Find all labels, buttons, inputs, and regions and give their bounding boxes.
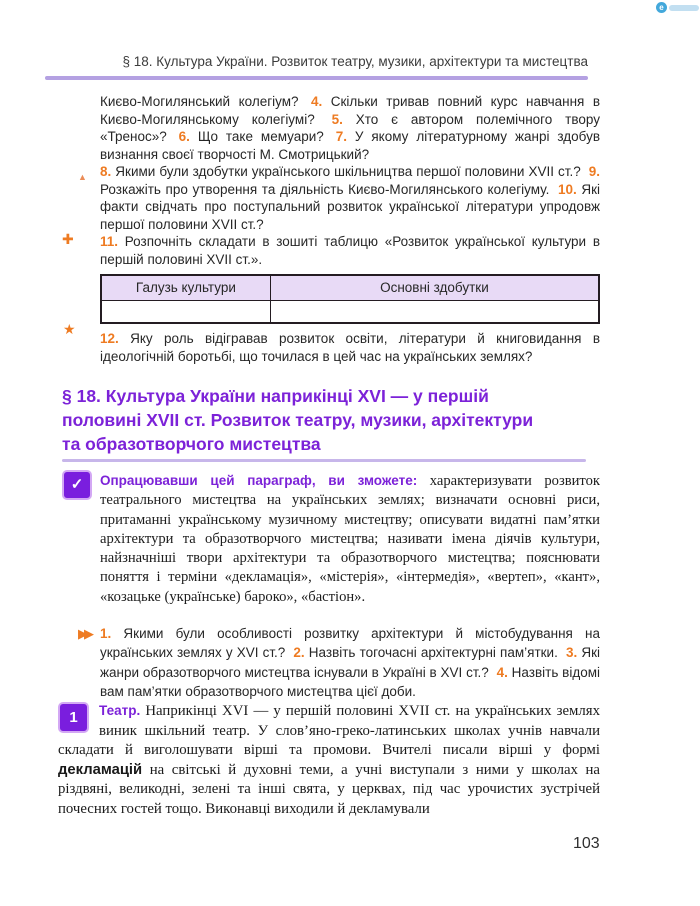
double-arrow-icon: ▶▶	[78, 626, 90, 641]
running-header: § 18. Культура України. Розвиток театру, музики, архітектури та мистецтва	[122, 54, 588, 69]
table-header-achievements: Основні здобутки	[270, 275, 599, 301]
theatre-paragraph	[58, 701, 600, 820]
table-header-row	[101, 275, 599, 301]
watermark-e-icon: e	[656, 2, 667, 13]
section-number-badge: 1	[58, 702, 89, 733]
questions-8-10-paragraph: 8. Якими були здобутки українського шкільництва першої половини XVII ст.? 9. Розкажіть про утворення та діяльність Києво-Могилянського колегіуму. 10. Які факти свідчать про поступальний розвиток української літератури упродовж першої половини XVII ст.?	[100, 164, 601, 232]
top-questions-block	[100, 93, 600, 365]
watermark-logo	[656, 2, 699, 13]
checkmark-icon: ✓	[62, 470, 92, 500]
watermark-text-blur	[669, 5, 699, 11]
section-heading-line-3: та образотворчого мистецтва	[62, 434, 321, 454]
table-header-branch: Галузь культури	[101, 275, 270, 301]
theatre-lead: Театр.	[99, 703, 141, 718]
recall-questions-paragraph: 1. Якими були особливості розвитку архітектури й містобудування на українських землях у XVI ст.? 2. Назвіть тогочасні архітектурні пам’ятки. 3. Які жанри образотворчого мистецтва існували в Україні в XVI ст.? 4. Назвіть відомі вам пам’ятки образотворчого мистецтва цієї доби.	[100, 626, 600, 699]
plus-marker-icon: ✚	[62, 231, 74, 247]
theatre-body: Наприкінці XVI — у першій половині XVII ст. на українських землях виник шкільний театр. У слов’яно-греко-латинських школах учнів навчали складати й виголошувати вірші та промови. Вчителі писали вірші у формі декламацій на світські й духовні теми, а учні виступали з ними у школах на різдвяні, великодні, зелені та інші свята, у церквах, під час урочистих зустрічей почесних гостей тощо. Виконавці виходили й декламували	[58, 703, 600, 817]
culture-table	[100, 274, 600, 324]
header-rule	[45, 76, 588, 80]
star-marker-icon: ★	[63, 321, 76, 337]
triangle-marker-icon: ▲	[78, 172, 87, 182]
page-number: 103	[573, 835, 600, 852]
objectives-paragraph	[100, 471, 600, 607]
section-heading-rule	[62, 459, 586, 462]
question-11-paragraph: 11. Розпочніть складати в зошиті таблицю «Розвиток української культури в першій половині XVII ст.».	[100, 234, 600, 267]
objectives-body: характеризувати розвиток театрального мистецтва на українських землях; визначати основні риси, притаманні українському музичному мистецтву; описувати видатні пам’ятки архітектури та образотворчого мистецтва; називати імена діячів культури, найзначніші твори архітектури та образотворчого мистецтва; пояснювати поняття і терміни «декламація», «містерія», «інтермедія», «вертеп», «кант», «козацьке (українське) бароко», «бастіон».	[100, 473, 600, 605]
section-heading-line-1: § 18. Культура України наприкінці XVI — у першій	[62, 386, 489, 406]
table-row	[101, 301, 599, 324]
questions-4-7-paragraph: Києво-Могилянський колегіум? 4. Скільки тривав повний курс навчання в Києво-Могилянському колегіумі? 5. Хто є автором полемічного твору «Тренос»? 6. Що таке мемуари? 7. У якому літературному жанрі здобув визнання своєї творчості М. Смотрицький?	[100, 94, 600, 162]
objectives-lead: Опрацювавши цей параграф, ви зможете:	[100, 473, 418, 488]
section-heading-line-2: половині XVII ст. Розвиток театру, музики, архітектури	[62, 410, 534, 430]
question-12-paragraph: 12. Яку роль відігравав розвиток освіти, літератури й книговидання в ідеологічній боротьбі, що точилася в цей час на українських землях?	[100, 331, 600, 364]
table-cell-achievements	[270, 301, 599, 324]
table-cell-branch	[101, 301, 270, 324]
section-heading	[62, 384, 592, 456]
